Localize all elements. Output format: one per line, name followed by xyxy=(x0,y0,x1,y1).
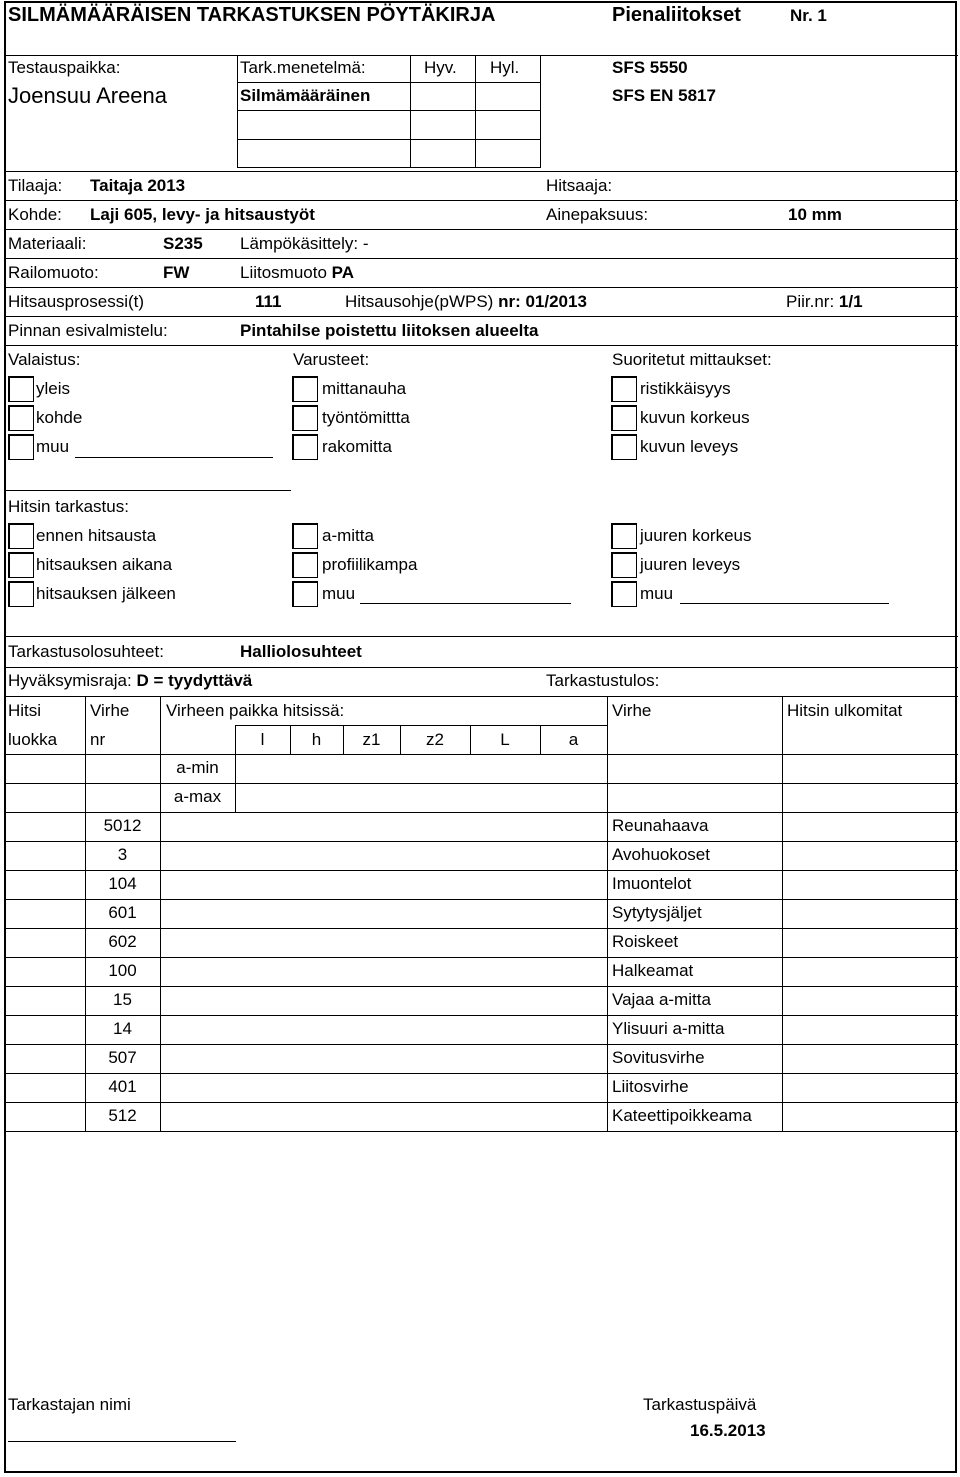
inspection-timing-3-label: hitsauksen jälkeen xyxy=(36,584,176,603)
inspection-tool-1-label: a-mitta xyxy=(322,526,374,545)
lighting-1-checkbox[interactable] xyxy=(8,376,34,402)
divider xyxy=(607,696,608,1132)
equipment-heading: Varusteet: xyxy=(293,350,370,369)
surface-prep-label: Pinnan esivalmistelu: xyxy=(8,321,168,340)
thickness-label: Ainepaksuus: xyxy=(546,205,649,224)
divider xyxy=(237,139,541,140)
location-col-L: L xyxy=(500,730,510,749)
divider xyxy=(237,167,541,168)
divider xyxy=(237,55,238,168)
inspection-timing-2-checkbox[interactable] xyxy=(8,552,34,578)
equipment-2-label: työntömittta xyxy=(322,408,410,427)
divider xyxy=(4,754,958,755)
location-col-l: l xyxy=(260,730,265,749)
wps-label: Hitsausohje(pWPS) xyxy=(345,292,494,311)
defect-number: 14 xyxy=(113,1019,132,1038)
lighting-2-label: kohde xyxy=(36,408,83,427)
drawing-field xyxy=(786,292,863,312)
defect-name: Reunahaava xyxy=(612,816,709,835)
defect-nr-header: Virhe xyxy=(90,701,130,720)
divider xyxy=(4,1073,958,1074)
divider xyxy=(4,928,958,929)
divider xyxy=(4,667,958,668)
weld-class-header: Hitsi xyxy=(8,701,42,720)
inspection-timing-3-checkbox[interactable] xyxy=(8,581,34,607)
defect-header: Virhe xyxy=(612,701,652,720)
defect-number: 100 xyxy=(108,961,137,980)
measurement-3-checkbox[interactable] xyxy=(611,434,637,460)
divider xyxy=(4,55,958,56)
material-label: Materiaali: xyxy=(8,234,87,253)
heat-treatment-label: Lämpökäsittely: xyxy=(240,234,359,253)
defect-number: 602 xyxy=(108,932,137,951)
divider xyxy=(4,841,958,842)
divider xyxy=(4,1044,958,1045)
divider xyxy=(4,200,958,201)
divider xyxy=(4,490,291,491)
inspection-date: 16.5.2013 xyxy=(690,1421,766,1440)
client-value: Taitaja 2013 xyxy=(90,176,186,195)
standard-1: SFS 5550 xyxy=(612,58,688,77)
defect-name: Kateettipoikkeama xyxy=(612,1106,752,1125)
process-value: 111 xyxy=(255,292,282,311)
divider xyxy=(4,636,958,637)
divider xyxy=(4,957,958,958)
defect-name: Roiskeet xyxy=(612,932,679,951)
root-measurement-2-label: juuren leveys xyxy=(640,555,741,574)
defect-name: Sovitusvirhe xyxy=(612,1048,705,1067)
divider xyxy=(4,171,958,172)
equipment-3-checkbox[interactable] xyxy=(292,434,318,460)
divider xyxy=(782,696,783,1132)
measurement-1-label: ristikkäisyys xyxy=(640,379,731,398)
test-site-value: Joensuu Areena xyxy=(8,83,168,108)
surface-prep-value: Pintahilse poistettu liitoksen alueelta xyxy=(240,321,539,340)
divider xyxy=(235,725,236,813)
divider xyxy=(343,725,344,755)
lighting-2-checkbox[interactable] xyxy=(8,405,34,431)
inspection-tool-3-checkbox[interactable] xyxy=(292,581,318,607)
drawing-label: Piir.nr: xyxy=(786,292,835,311)
defect-number: 15 xyxy=(113,990,132,1009)
inspection-tool-2-checkbox[interactable] xyxy=(292,552,318,578)
inspection-timing-1-checkbox[interactable] xyxy=(8,523,34,549)
root-measurement-2-checkbox[interactable] xyxy=(611,552,637,578)
method-value: Silmämääräinen xyxy=(240,86,371,105)
defect-name: Imuontelot xyxy=(612,874,692,893)
defect-location-header: Virheen paikka hitsissä: xyxy=(166,701,345,720)
heat-treatment-field xyxy=(240,234,369,254)
divider xyxy=(4,1102,958,1103)
defect-name: Avohuokoset xyxy=(612,845,710,864)
lighting-heading: Valaistus: xyxy=(8,350,81,369)
inspection-tool-1-checkbox[interactable] xyxy=(292,523,318,549)
inspection-date-label: Tarkastuspäivä xyxy=(643,1395,757,1414)
measurements-heading: Suoritetut mittaukset: xyxy=(612,350,772,369)
inspection-tool-2-label: profiilikampa xyxy=(322,555,418,574)
root-measurement-3-checkbox[interactable] xyxy=(611,581,637,607)
divider xyxy=(237,82,541,83)
divider xyxy=(4,1131,958,1132)
defect-name: Halkeamat xyxy=(612,961,694,980)
throat-row-label: a-min xyxy=(176,758,219,777)
thickness-value: 10 mm xyxy=(788,205,842,224)
divider xyxy=(4,812,958,813)
inspection-timing-1-label: ennen hitsausta xyxy=(36,526,157,545)
client-label: Tilaaja: xyxy=(8,176,63,195)
joint-field xyxy=(240,263,354,283)
material-value: S235 xyxy=(163,234,203,253)
test-site-label: Testauspaikka: xyxy=(8,58,121,77)
measurement-1-checkbox[interactable] xyxy=(611,376,637,402)
defect-name: Vajaa a-mitta xyxy=(612,990,711,1009)
standard-2: SFS EN 5817 xyxy=(612,86,716,105)
inspector-signature-line xyxy=(8,1441,236,1442)
inspector-name-label: Tarkastajan nimi xyxy=(8,1395,131,1414)
drawing-value: 1/1 xyxy=(838,292,863,311)
divider xyxy=(4,899,958,900)
equipment-3-label: rakomitta xyxy=(322,437,392,456)
measurement-3-label: kuvun leveys xyxy=(640,437,739,456)
defect-number: 5012 xyxy=(103,816,142,835)
inspection-timing-2-label: hitsauksen aikana xyxy=(36,555,173,574)
defect-number: 512 xyxy=(108,1106,137,1125)
welder-label: Hitsaaja: xyxy=(546,176,613,195)
groove-value: FW xyxy=(163,263,190,282)
equipment-1-label: mittanauha xyxy=(322,379,407,398)
divider xyxy=(540,55,541,168)
result-label: Tarkastustulos: xyxy=(546,671,660,690)
location-col-a: a xyxy=(568,730,579,749)
method-label: Tark.menetelmä: xyxy=(240,58,366,77)
acceptance-field xyxy=(8,671,252,691)
heat-treatment-value: - xyxy=(362,234,369,253)
root-measurement-3-label: muu xyxy=(640,584,674,603)
other-root-fill-line xyxy=(680,603,889,604)
divider xyxy=(237,110,541,111)
wps-value: nr: 01/2013 xyxy=(498,292,587,311)
location-col-h: h xyxy=(311,730,322,749)
equipment-1-checkbox[interactable] xyxy=(292,376,318,402)
divider xyxy=(4,1015,958,1016)
form-number: Nr. 1 xyxy=(790,6,827,25)
process-label: Hitsausprosessi(t) xyxy=(8,292,145,311)
measurement-2-label: kuvun korkeus xyxy=(640,408,750,427)
inspection-tool-3-label: muu xyxy=(322,584,356,603)
divider xyxy=(4,258,958,259)
equipment-2-checkbox[interactable] xyxy=(292,405,318,431)
joint-value: PA xyxy=(331,263,355,282)
lighting-3-checkbox[interactable] xyxy=(8,434,34,460)
divider xyxy=(4,696,958,697)
other-lighting-fill-line xyxy=(75,457,273,458)
lighting-3-label: muu xyxy=(36,437,70,456)
throat-row-label: a-max xyxy=(173,787,222,806)
conditions-label: Tarkastusolosuhteet: xyxy=(8,642,164,661)
rejected-label: Hyl. xyxy=(490,58,520,77)
measurement-2-checkbox[interactable] xyxy=(611,405,637,431)
divider xyxy=(4,783,958,784)
divider xyxy=(410,55,411,168)
defect-number: 401 xyxy=(108,1077,137,1096)
location-col-z2: z2 xyxy=(426,730,444,749)
location-col-z1: z1 xyxy=(362,730,381,749)
groove-label: Railomuoto: xyxy=(8,263,99,282)
defect-number: 104 xyxy=(108,874,137,893)
root-measurement-1-label: juuren korkeus xyxy=(640,526,752,545)
joint-label: Liitosmuoto xyxy=(240,263,327,282)
form-type: Pienaliitokset xyxy=(612,4,741,26)
defect-number: 601 xyxy=(108,903,137,922)
divider xyxy=(400,725,401,755)
divider xyxy=(475,55,476,168)
divider xyxy=(4,345,958,346)
conditions-value: Halliolosuhteet xyxy=(240,642,362,661)
divider xyxy=(4,229,958,230)
defect-number: 507 xyxy=(108,1048,137,1067)
weld-class-header-sub: luokka xyxy=(8,730,58,749)
divider xyxy=(4,986,958,987)
weld-inspection-heading: Hitsin tarkastus: xyxy=(8,497,129,516)
root-measurement-1-checkbox[interactable] xyxy=(611,523,637,549)
divider xyxy=(290,725,291,755)
dimensions-header: Hitsin ulkomitat xyxy=(787,701,903,720)
wps-field xyxy=(345,292,587,312)
divider xyxy=(4,870,958,871)
divider xyxy=(470,725,471,755)
target-value: Laji 605, levy- ja hitsaustyöt xyxy=(90,205,315,224)
acceptance-value: D = tyydyttävä xyxy=(136,671,253,690)
lighting-1-label: yleis xyxy=(36,379,71,398)
other-tool-fill-line xyxy=(360,603,571,604)
target-label: Kohde: xyxy=(8,205,62,224)
defect-nr-header-sub: nr xyxy=(90,730,106,749)
acceptance-label: Hyväksymisraja: xyxy=(8,671,132,690)
defect-number: 3 xyxy=(117,845,128,864)
defect-name: Sytytysjäljet xyxy=(612,903,702,922)
defect-name: Liitosvirhe xyxy=(612,1077,689,1096)
defect-name: Ylisuuri a-mitta xyxy=(612,1019,725,1038)
divider xyxy=(540,725,541,755)
divider xyxy=(4,287,958,288)
accepted-label: Hyv. xyxy=(424,58,457,77)
form-title: SILMÄMÄÄRÄISEN TARKASTUKSEN PÖYTÄKIRJA xyxy=(8,4,496,26)
divider xyxy=(4,316,958,317)
